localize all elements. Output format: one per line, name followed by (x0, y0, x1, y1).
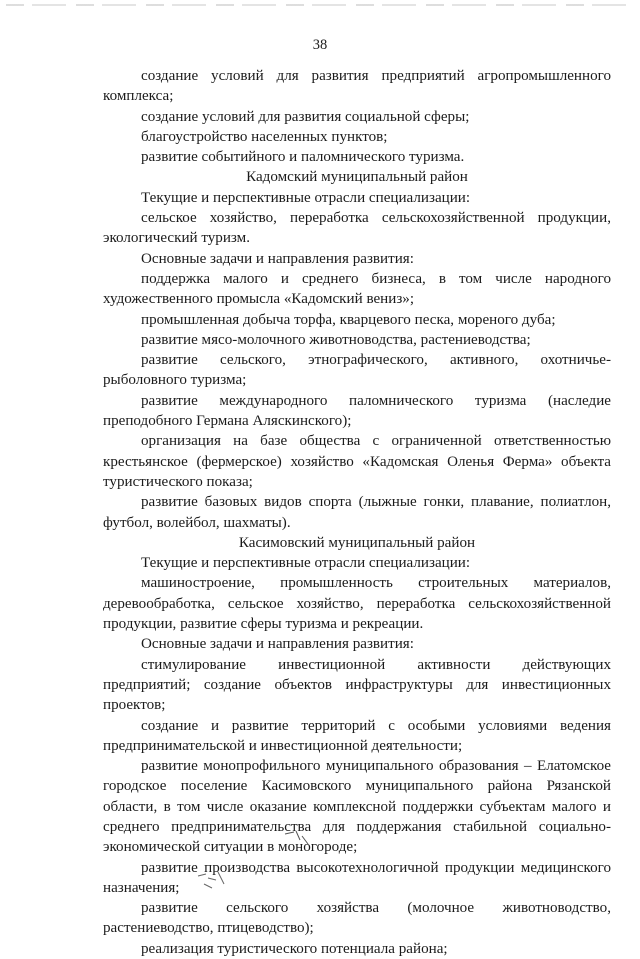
paragraph-kasimov-medical: развитие производства высокотехнологичной продукции медицинского назначения; (103, 859, 611, 896)
paragraph-kasimov-investment: стимулирование инвестиционной активности действующих предприятий; создание объектов инфраструктуры для инвестиционных проектов; (103, 656, 611, 714)
page-number: 38 (312, 37, 328, 53)
paragraph-kadom-business: поддержка малого и среднего бизнеса, в том числе народного художественного промысла «Кадомский вениз»; (103, 270, 611, 308)
paragraph-kadom-tourism: развитие сельского, этнографического, активного, охотничье-рыболовного туризма; (103, 352, 611, 389)
paragraph-kadom-specialization-title: Текущие и перспективные отрасли специализации: (141, 189, 471, 206)
paragraph-kasimov-tasks-title: Основные задачи и направления развития: (141, 636, 414, 653)
scan-speck-mark (282, 828, 312, 850)
paragraph-kasimov-specialization: машиностроение, промышленность строительных материалов, деревообработка, сельское хозяйство, переработка сельскохозяйственной продукции, развитие сферы туризма и рекреации. (103, 575, 611, 633)
heading-kasimov-district: Касимовский муниципальный район (238, 534, 476, 551)
paragraph-kadom-mining: промышленная добыча торфа, кварцевого песка, мореного дуба; (141, 311, 556, 328)
paragraph-kadom-livestock: развитие мясо-молочного животноводства, растениеводства; (141, 331, 531, 348)
paragraph-kadom-sports: развитие базовых видов спорта (лыжные гонки, плавание, полиатлон, футбол, волейбол, шахматы). (103, 494, 611, 531)
paragraph-kasimov-agriculture: развитие сельского хозяйства (молочное животноводство, растениеводство, птицеводство); (103, 900, 611, 937)
paragraph-settlements: благоустройство населенных пунктов; (141, 128, 388, 145)
paragraph-agro-conditions: создание условий для развития предприятий агропромышленного комплекса; (103, 68, 611, 105)
paragraph-kasimov-tourism: реализация туристического потенциала района; (141, 940, 448, 957)
scan-artifact-top (6, 4, 632, 6)
heading-kadom-district: Кадомский муниципальный район (246, 169, 468, 186)
paragraph-event-tourism: развитие событийного и паломнического туризма. (141, 149, 465, 166)
paragraph-kasimov-monotown: развитие монопрофильного муниципального образования – Елатомское городское поселение Касимовского муниципального района Рязанской области, в том числе оказание комплексной поддержки субъектам малого и среднего предпринимательства для поддержания стабильной социально-экономической ситуации в моногороде; (103, 758, 611, 856)
paragraph-kadom-tasks-title: Основные задачи и направления развития: (141, 250, 414, 267)
paragraph-kadom-specialization: сельское хозяйство, переработка сельскохозяйственной продукции, экологический туризм. (103, 210, 611, 247)
paragraph-kasimov-specialization-title: Текущие и перспективные отрасли специализации: (141, 555, 471, 572)
body-text (103, 66, 611, 959)
paragraph-kadom-deer-farm: организация на базе общества с ограниченной ответственностью крестьянское (фермерское) хозяйство «Кадомская Оленья Ферма» объекта туристического показа; (103, 433, 611, 490)
paragraph-kasimov-special-zones: создание и развитие территорий с особыми условиями ведения предпринимательской и инвестиционной деятельности; (103, 717, 611, 754)
scan-speck-mark-lower (196, 866, 230, 892)
paragraph-social-sphere: создание условий для развития социальной сферы; (141, 108, 470, 125)
paragraph-kadom-pilgrimage: развитие международного паломнического туризма (наследие преподобного Германа Аляскинского); (103, 392, 611, 430)
